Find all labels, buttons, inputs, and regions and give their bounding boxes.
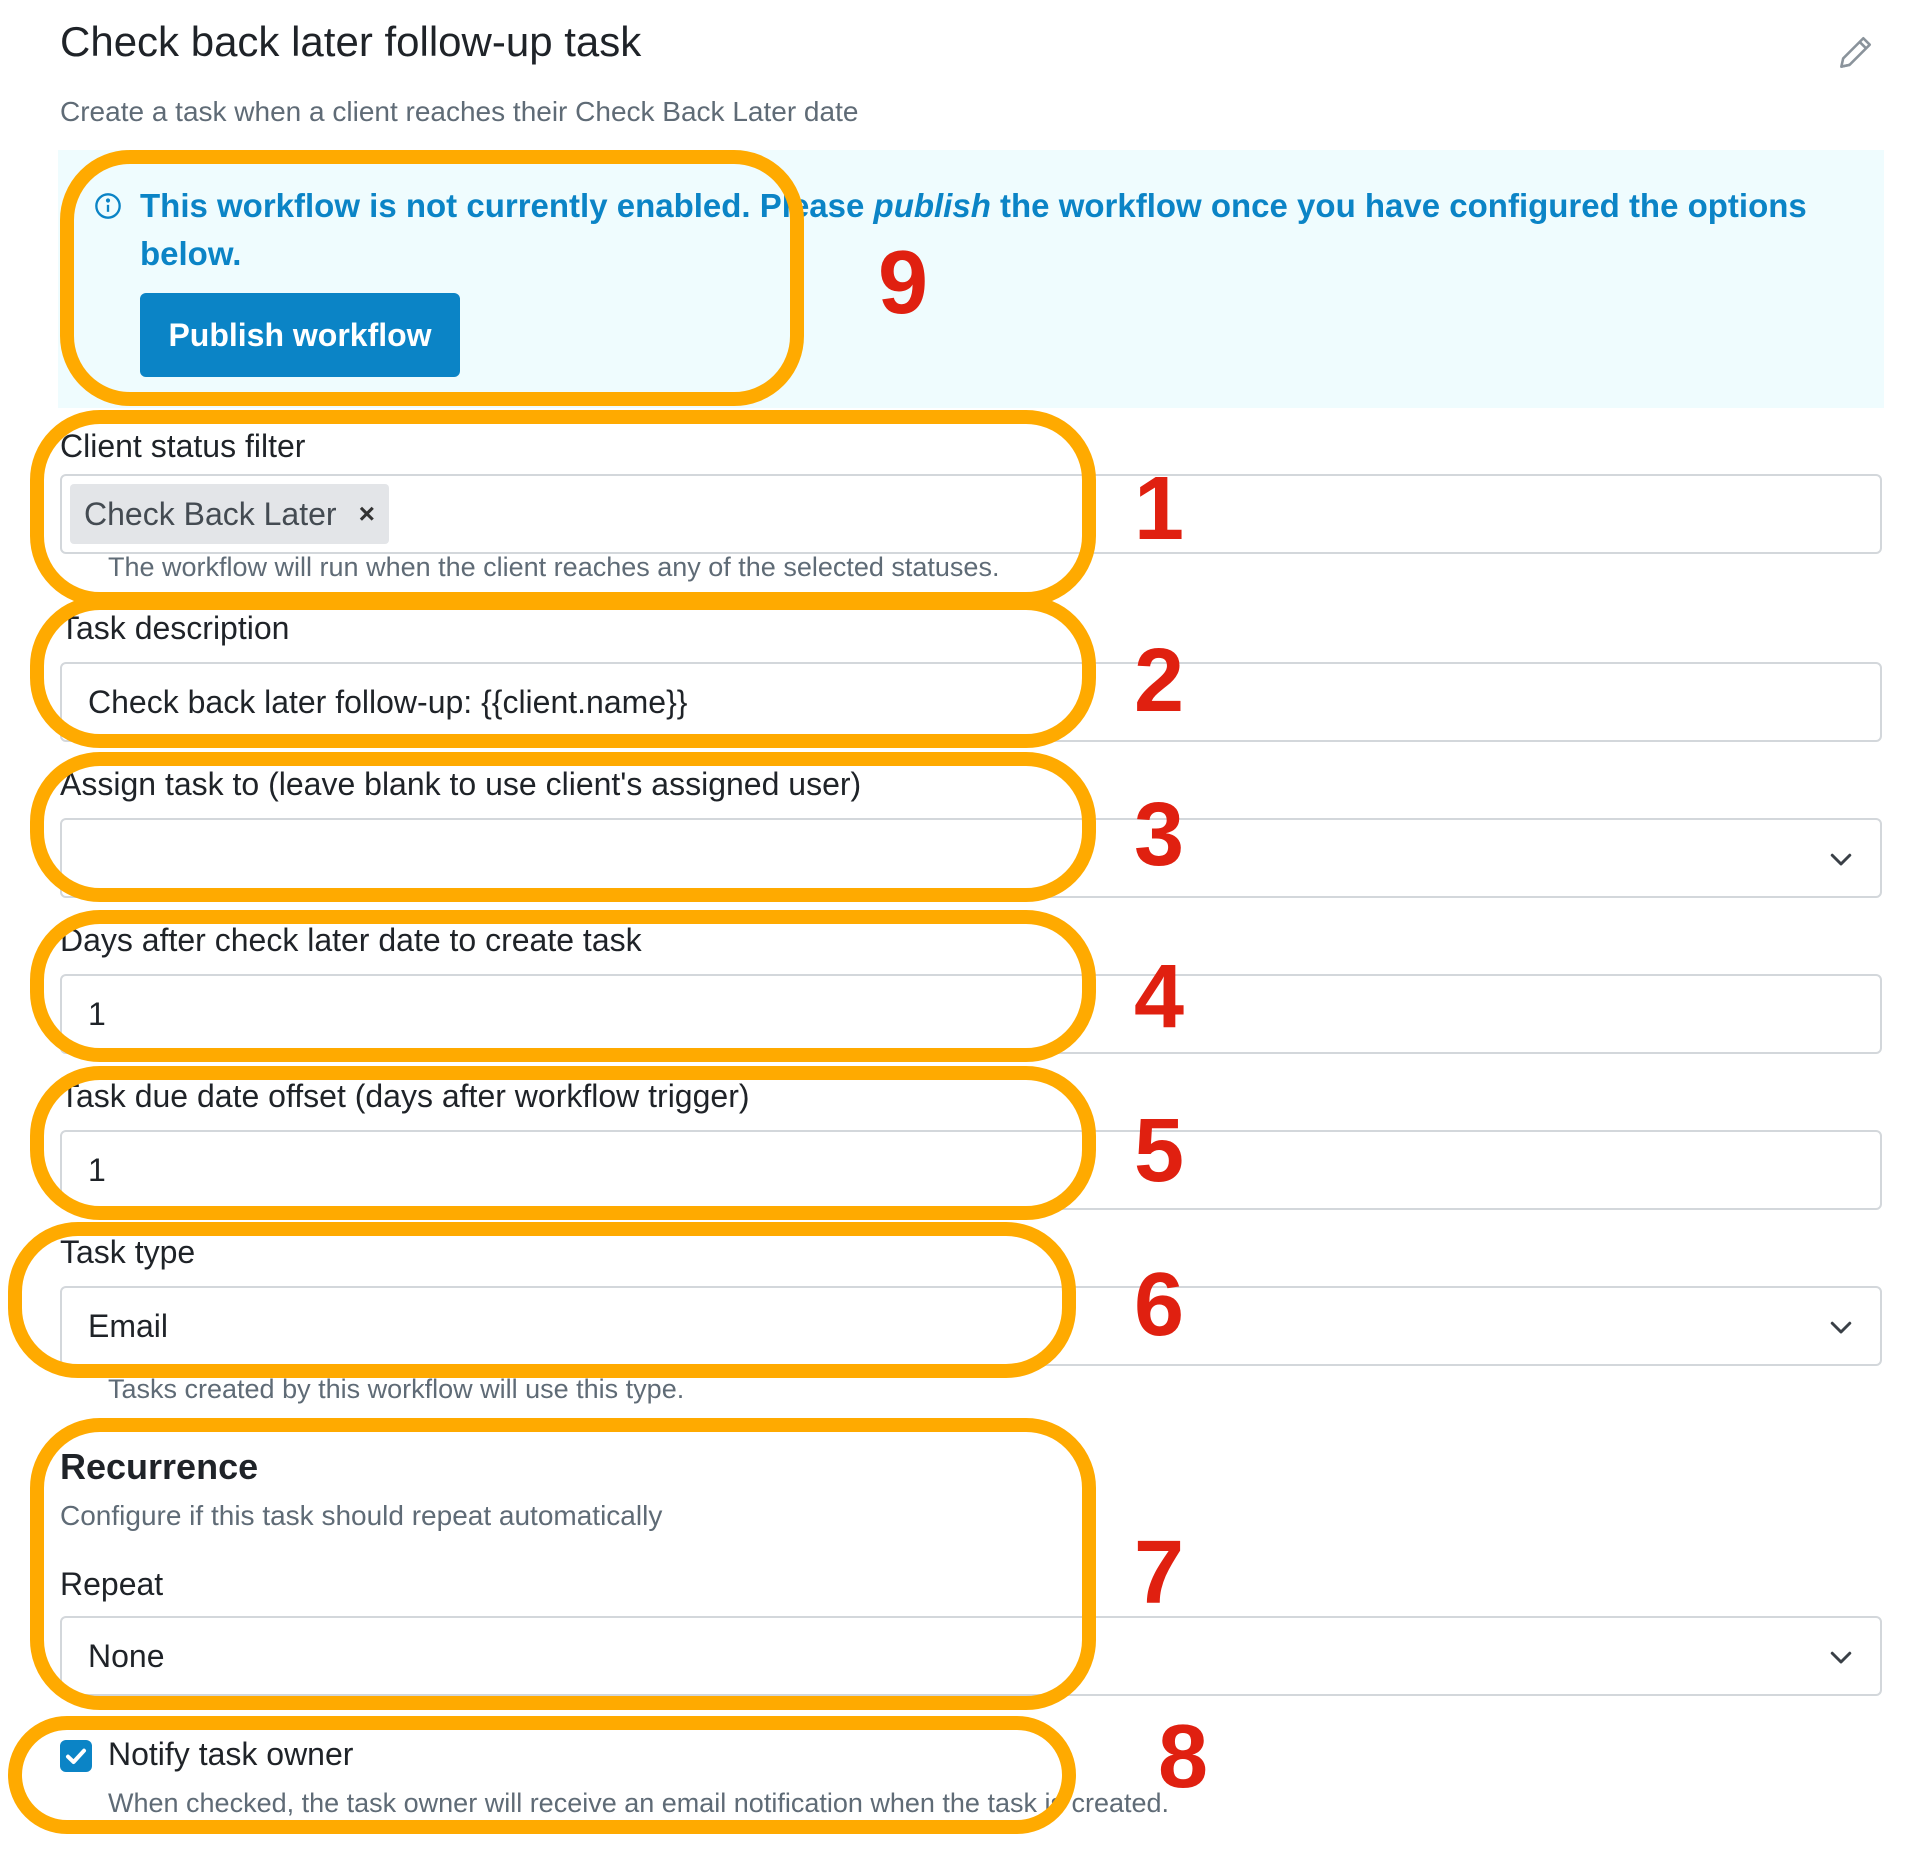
chevron-down-icon (1826, 1312, 1856, 1342)
annotation-number-8: 8 (1158, 1707, 1209, 1807)
client-status-filter-hint: The workflow will run when the client reaches any of the selected statuses. (108, 552, 1000, 582)
repeat-value: None (88, 1638, 165, 1674)
chevron-down-icon (1826, 1642, 1856, 1672)
notify-owner-hint: When checked, the task owner will receive an email notification when the task is created. (108, 1788, 1170, 1818)
annotation-number-6: 6 (1134, 1255, 1185, 1355)
due-offset-label: Task due date offset (days after workflow trigger) (60, 1078, 750, 1114)
highlight-outline-1 (30, 410, 1096, 606)
notice-message: This workflow is not currently enabled. Please publish the workflow once you have configured the options below. (140, 187, 1807, 272)
pencil-icon[interactable] (1834, 30, 1878, 74)
highlight-outline-6 (8, 1222, 1076, 1378)
highlight-outline-8 (8, 1716, 1076, 1834)
status-chip-label: Check Back Later (84, 495, 337, 532)
days-after-label: Days after check later date to create task (60, 922, 642, 958)
task-type-label: Task type (60, 1234, 196, 1270)
task-type-hint: Tasks created by this workflow will use this type. (108, 1374, 685, 1404)
due-offset-value: 1 (88, 1152, 106, 1188)
highlight-outline-5 (30, 1066, 1096, 1220)
page-subtitle: Create a task when a client reaches their Check Back Later date (60, 96, 859, 127)
page-title: Check back later follow-up task (60, 18, 642, 65)
annotation-number-7: 7 (1134, 1523, 1185, 1623)
task-description-value: Check back later follow-up: {{client.name}} (88, 684, 688, 720)
remove-chip-icon[interactable]: × (358, 498, 375, 529)
annotation-number-5: 5 (1134, 1101, 1185, 1201)
repeat-label: Repeat (60, 1566, 164, 1602)
annotation-number-1: 1 (1134, 459, 1185, 559)
annotation-number-2: 2 (1134, 631, 1185, 731)
annotation-number-3: 3 (1134, 785, 1185, 885)
assign-task-label: Assign task to (leave blank to use client's assigned user) (60, 766, 862, 802)
days-after-value: 1 (88, 996, 106, 1032)
notice-emphasis: publish (873, 187, 991, 224)
recurrence-subtitle: Configure if this task should repeat automatically (60, 1500, 663, 1531)
chevron-down-icon (1826, 844, 1856, 874)
task-description-label: Task description (60, 610, 290, 646)
highlight-outline-7 (30, 1418, 1096, 1710)
task-type-value: Email (88, 1308, 169, 1344)
annotation-number-4: 4 (1134, 947, 1185, 1047)
highlight-outline-4 (30, 910, 1096, 1062)
recurrence-heading: Recurrence (60, 1446, 259, 1487)
client-status-filter-label: Client status filter (60, 428, 306, 464)
highlight-outline-2 (30, 596, 1096, 748)
publish-workflow-button[interactable]: Publish workflow (140, 293, 460, 377)
annotation-number-9: 9 (878, 233, 929, 333)
highlight-outline-9 (60, 150, 804, 406)
notify-owner-label[interactable]: Notify task owner (108, 1736, 354, 1772)
highlight-outline-3 (30, 752, 1096, 902)
